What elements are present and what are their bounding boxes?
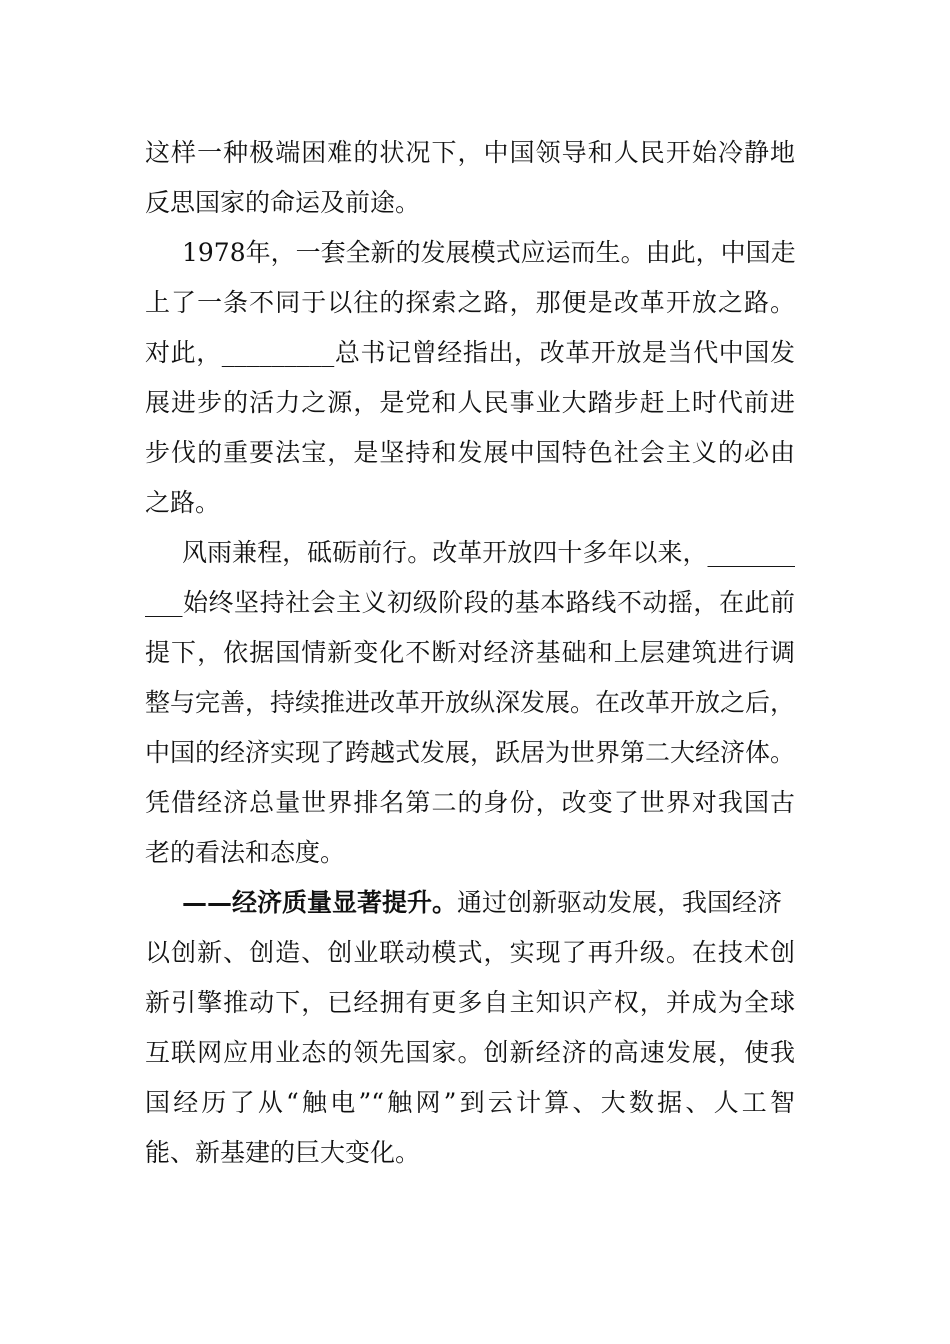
text-line: 整与完善，持续推进改革开放纵深发展。在改革开放之后， bbox=[145, 688, 796, 717]
section-heading: ——经济质量显著提升。 bbox=[182, 888, 458, 917]
text-line: 风雨兼程，砥砺前行。改革开放四十多年以来，_______ bbox=[182, 538, 795, 567]
text-line: 展进步的活力之源，是党和人民事业大踏步赶上时代前进 bbox=[145, 388, 795, 417]
text-line: 中国的经济实现了跨越式发展，跃居为世界第二大经济体。 bbox=[145, 738, 796, 767]
text-line: 反思国家的命运及前途。 bbox=[145, 188, 421, 217]
text-line: 提下，依据国情新变化不断对经济基础和上层建筑进行调 bbox=[145, 638, 795, 667]
text-line: 上了一条不同于以往的探索之路，那便是改革开放之路。 bbox=[145, 288, 795, 317]
section-heading-line bbox=[182, 883, 782, 923]
text-line: ___始终坚持社会主义初级阶段的基本路线不动摇，在此前 bbox=[145, 588, 795, 617]
text-line: 以创新、创造、创业联动模式，实现了再升级。在技术创 bbox=[145, 938, 795, 967]
text-line: 国经历了从“触电”“触网”到云计算、大数据、人工智 bbox=[145, 1088, 795, 1117]
text-line: 对此，_________总书记曾经指出，改革开放是当代中国发 bbox=[145, 338, 795, 367]
text-line: 这样一种极端困难的状况下，中国领导和人民开始冷静地 bbox=[145, 138, 795, 167]
text-line: 新引擎推动下，已经拥有更多自主知识产权，并成为全球 bbox=[145, 988, 795, 1017]
text-line: 老的看法和态度。 bbox=[145, 838, 346, 867]
text-line: 互联网应用业态的领先国家。创新经济的高速发展，使我 bbox=[145, 1038, 795, 1067]
text-run: 通过创新驱动发展，我国经济 bbox=[457, 888, 783, 917]
text-line: 凭借经济总量世界排名第二的身份，改变了世界对我国古 bbox=[145, 788, 795, 817]
text-line: 之路。 bbox=[145, 488, 221, 517]
text-line: 步伐的重要法宝，是坚持和发展中国特色社会主义的必由 bbox=[145, 438, 795, 467]
text-line: 能、新基建的巨大变化。 bbox=[145, 1138, 421, 1167]
text-line: 1978年，一套全新的发展模式应运而生。由此，中国走 bbox=[182, 238, 796, 267]
